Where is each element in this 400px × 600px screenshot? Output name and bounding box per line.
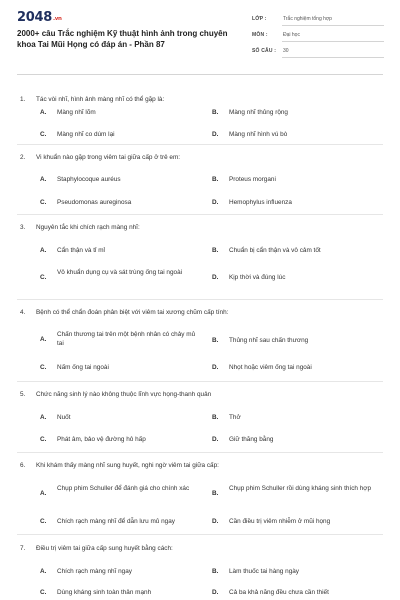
question-number: 3. <box>20 224 26 231</box>
header <box>0 0 400 68</box>
question-text: Tác vòi nhĩ, hình ảnh màng nhĩ có thể gặp là: <box>36 96 165 103</box>
option-c[interactable]: C. Vô khuẩn dụng cụ và sát trùng ống tai ngoài <box>40 269 183 281</box>
question-text: Nguyên tắc khi chích rạch màng nhĩ: <box>36 224 140 231</box>
question-text: Điều trị viêm tai giữa cấp sung huyết bằng cách: <box>36 545 173 552</box>
info-label: MÔN : <box>252 32 268 38</box>
question-number: 2. <box>20 154 26 161</box>
site-logo[interactable] <box>17 10 62 25</box>
question-number: 5. <box>20 391 26 398</box>
option-b[interactable]: B. Chụp phim Schuller rồi dùng kháng sinh thích hợp <box>212 485 372 497</box>
info-row-count <box>252 46 384 60</box>
question-number: 7. <box>20 545 26 552</box>
info-value: Đại học <box>282 32 384 42</box>
page-title: 2000+ câu Trắc nghiệm Kỹ thuật hình ảnh trong chuyên khoa Tai Mũi Họng có đáp án - Phần 87 <box>17 29 228 49</box>
info-row-subject <box>252 30 384 44</box>
logo-sub: .vn <box>52 16 62 22</box>
question-text: Bệnh có thể chẩn đoán phân biệt với viêm tai xương chũm cấp tính: <box>36 309 229 316</box>
question-text: Vi khuẩn nào gặp trong viêm tai giữa cấp ở trẻ em: <box>36 154 181 161</box>
question-text: Khi khám thấy màng nhĩ sung huyết, nghi ngờ viêm tai giữa cấp: <box>36 462 219 469</box>
question-number: 4. <box>20 309 26 316</box>
option-a[interactable]: A. Chụp phim Schuller để đánh giá cho chính xác <box>40 485 190 497</box>
question-divider <box>17 381 383 382</box>
info-panel <box>252 14 384 62</box>
info-value: 30 <box>282 48 384 58</box>
question-divider <box>17 534 383 535</box>
header-divider <box>17 74 383 75</box>
question-divider <box>17 214 383 215</box>
info-value: Trắc nghiệm tổng hợp <box>282 16 384 26</box>
info-row-class <box>252 14 384 28</box>
question-text: Chức năng sinh lý nào không thuộc lĩnh vực họng-thanh quản <box>36 391 212 398</box>
logo-main: 2048 <box>17 10 52 25</box>
question-divider <box>17 144 383 145</box>
question-divider <box>17 299 383 300</box>
question-divider <box>17 452 383 453</box>
info-label: LỚP : <box>252 16 267 22</box>
info-label: SỐ CÂU : <box>252 48 277 54</box>
question-number: 6. <box>20 462 26 469</box>
worksheet-page: 2048.vn 2000+ câu Trắc nghiệm Kỹ thuật hình ảnh trong chuyên khoa Tai Mũi Họng có đáp án - Phần 87 LỚP : Trắc nghiệm tổng hợp MÔN : Đại học SỐ CÂU : 30 1. Tác vòi nhĩ, hình ảnh màng nhĩ có thể gặp là: A. Màng nhĩ lõm B. Màng nhĩ thủng rộng C. Màng nhĩ co dúm lại D. Màng nhĩ hình vú bò 2. Vi khuẩn nào gặp trong viêm tai giữa cấp ở trẻ em: A. Staphylocoque auréus B. Proteus morgani C. Pseudomonas aureginosa D. Hemophylus influenza 3. Nguyên tắc khi chích rạch màng nhĩ: A. Cẩn thận và tỉ mỉ B. Chuẩn bị cẩn thận và vô cảm tốt C. Vô khuẩn dụng cụ và sát trùng ống tai ngoài D. Kịp thời và đúng lúc 4. Bệnh có thể chẩn đoán phân biệt với viêm tai xương chũm cấp tính: A. Chấn thương tai trên một bệnh nhân có chảy mủ tai B. Thủng nhĩ sau chấn thương C. Nấm ống tai ngoài D. Nhọt hoặc viêm ống tai ngoài 5. Chức năng sinh lý nào không thuộc lĩnh vực họng-thanh quản A. Nuốt B. Thở C. Phát âm, bảo vệ đường hô hấp D. Giữ thăng bằng 6. Khi khám thấy màng nhĩ sung huyết, nghi ngờ viêm tai giữa cấp: A. Chụp phim Schuller để đánh giá cho chính xác B. Chụp phim Schuller rồi dùng kháng sinh thích hợp C. Chích rạch màng nhĩ để dẫn lưu mủ ngay D. Cần điều trị viêm nhiễm ở mũi họng 7. Điều trị viêm tai giữa cấp sung huyết bằng cách: A. Chích rạch màng nhĩ ngay B. Làm thuốc tai hàng ngày C. Dùng kháng sinh toàn thân mạnh D. Cả ba khả năng đều chưa cần thiết <box>0 0 400 600</box>
option-a[interactable]: A. Chấn thương tai trên một bệnh nhân có chảy mủ tai <box>40 331 196 347</box>
question-number: 1. <box>20 96 26 103</box>
